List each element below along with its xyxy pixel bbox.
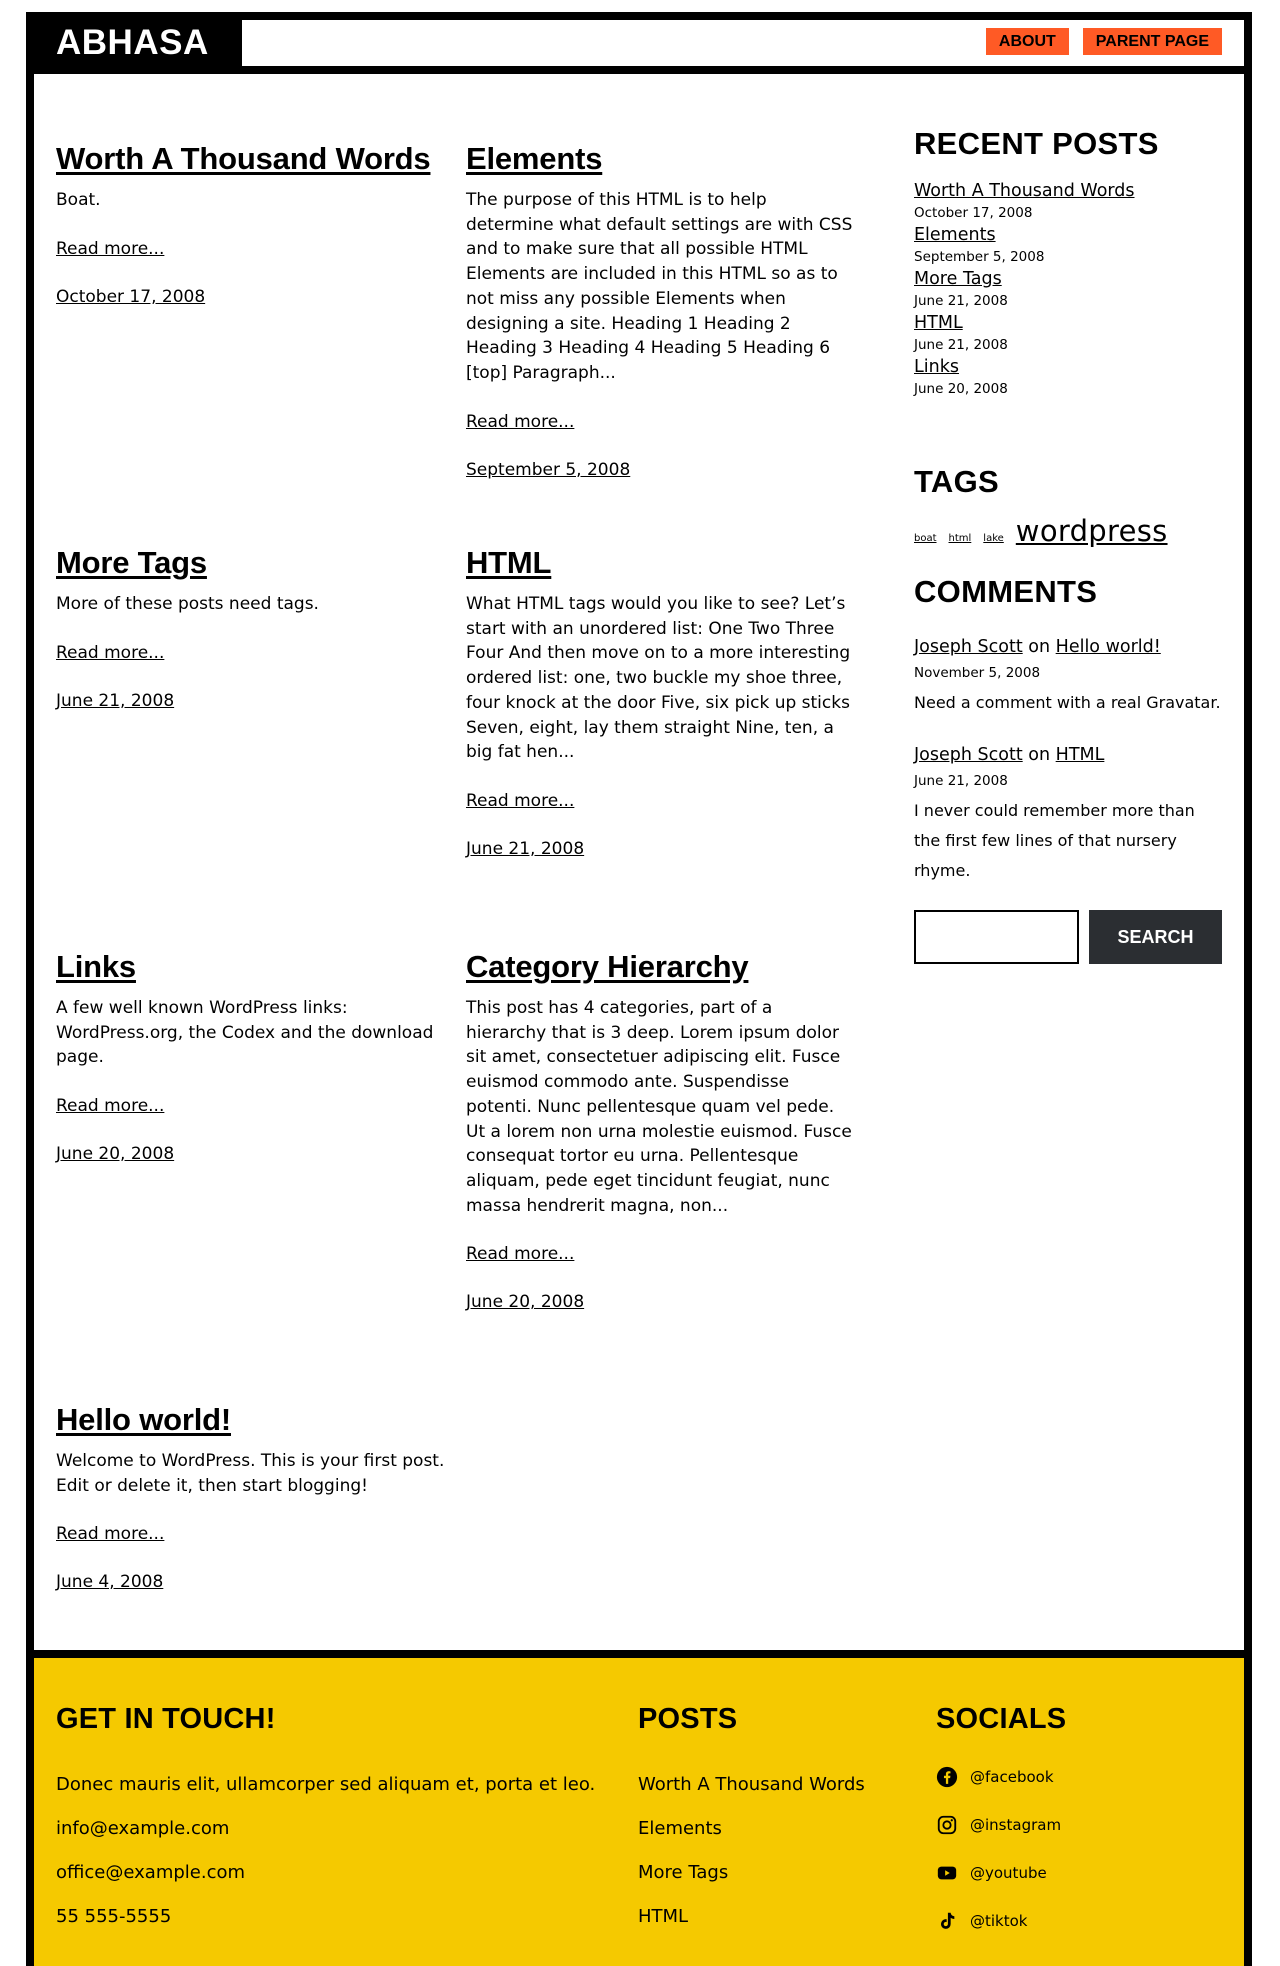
post-excerpt: This post has 4 categories, part of a hierarchy that is 3 deep. Lorem ipsum dolor sit amet, consectetuer adipiscing elit. Fusce euismod commodo ante. Suspendisse potenti. Nunc pellentesque quam vel pede. Ut a lorem non urna molestie euismod. Fusce consequat tortor eu urna. Pellentesque aliquam, pede eget tincidunt feugiat, nunc massa hendrerit magna, non... xyxy=(466,998,852,1216)
post-excerpt: Boat. xyxy=(56,190,101,210)
post-title[interactable]: Elements xyxy=(466,141,603,176)
social-label: @youtube xyxy=(970,1864,1047,1882)
post-card xyxy=(56,1401,446,1618)
tag-wordpress[interactable]: wordpress xyxy=(1015,514,1168,548)
comment-on-label: on xyxy=(1028,637,1051,657)
social-label: @instagram xyxy=(970,1816,1062,1834)
footer-post-link[interactable]: More Tags xyxy=(638,1862,729,1883)
tags-title: TAGS xyxy=(914,464,1000,499)
post-card xyxy=(56,140,446,333)
list-item xyxy=(914,224,1224,269)
post-excerpt: What HTML tags would you like to see? Let’s start with an unordered list: One Two Three Four And then move on to a more interesting ordered list: one, two buckle my shoe three, four knock at the door Five, six pick up sticks Seven, eight, lay them straight Nine, ten, a big fat hen... xyxy=(466,594,851,763)
comment-author[interactable]: Joseph Scott xyxy=(914,745,1023,765)
recent-post-date: June 21, 2008 xyxy=(914,337,1008,353)
page-frame xyxy=(26,12,1252,1966)
youtube-icon xyxy=(936,1862,958,1884)
socials-title: SOCIALS xyxy=(936,1703,1067,1735)
comment-post-link[interactable]: Hello world! xyxy=(1055,637,1161,657)
search-form xyxy=(914,910,1224,964)
comment-item xyxy=(914,634,1224,718)
post-excerpt: More of these posts need tags. xyxy=(56,594,319,614)
main-nav xyxy=(986,28,1222,55)
comment-text: I never could remember more than the first few lines of that nursery rhyme. xyxy=(914,801,1195,880)
comment-header xyxy=(914,742,1224,768)
comment-date: June 21, 2008 xyxy=(914,773,1008,789)
read-more-link[interactable]: Read more... xyxy=(56,1524,165,1545)
recent-posts-title: RECENT POSTS xyxy=(914,126,1159,161)
social-instagram[interactable] xyxy=(936,1814,1061,1836)
recent-post-link[interactable]: HTML xyxy=(914,313,963,333)
contact-phone[interactable]: 55 555-5555 xyxy=(56,1906,172,1927)
social-label: @facebook xyxy=(970,1768,1054,1786)
post-date[interactable]: June 21, 2008 xyxy=(56,690,175,711)
post-title[interactable]: HTML xyxy=(466,545,552,580)
post-excerpt: A few well known WordPress links: WordPress.org, the Codex and the download page. xyxy=(56,998,434,1068)
list-item xyxy=(914,268,1224,313)
tag-cloud xyxy=(914,514,1224,548)
post-date[interactable]: June 4, 2008 xyxy=(56,1572,164,1593)
post-card xyxy=(466,948,856,1338)
post-date[interactable]: June 20, 2008 xyxy=(56,1144,175,1165)
read-more-link[interactable]: Read more... xyxy=(466,411,575,432)
recent-post-link[interactable]: More Tags xyxy=(914,269,1002,289)
comment-item xyxy=(914,742,1224,886)
comment-header xyxy=(914,634,1224,660)
recent-post-link[interactable]: Worth A Thousand Words xyxy=(914,181,1135,201)
list-item xyxy=(914,180,1224,225)
tag-lake[interactable]: lake xyxy=(983,533,1004,544)
comment-text: Need a comment with a real Gravatar. xyxy=(914,693,1221,712)
post-card xyxy=(466,544,856,885)
comment-date: November 5, 2008 xyxy=(914,665,1041,681)
post-card xyxy=(466,140,856,506)
read-more-link[interactable]: Read more... xyxy=(56,238,165,259)
comment-author[interactable]: Joseph Scott xyxy=(914,637,1023,657)
footer-post-link[interactable]: Worth A Thousand Words xyxy=(638,1774,865,1795)
instagram-icon xyxy=(936,1814,958,1836)
recent-post-date: June 21, 2008 xyxy=(914,293,1008,309)
tag-html[interactable]: html xyxy=(948,533,972,544)
search-button[interactable]: SEARCH xyxy=(1089,910,1222,964)
read-more-link[interactable]: Read more... xyxy=(56,642,165,663)
recent-post-date: September 5, 2008 xyxy=(914,249,1045,265)
footer-post-link[interactable]: Elements xyxy=(638,1818,722,1839)
contact-email[interactable]: info@example.com xyxy=(56,1818,230,1839)
post-card xyxy=(56,948,446,1190)
footer-posts-title: POSTS xyxy=(638,1703,738,1735)
post-excerpt: Welcome to WordPress. This is your first post. Edit or delete it, then start blogging! xyxy=(56,1451,445,1496)
contact-title: GET IN TOUCH! xyxy=(56,1703,276,1735)
contact-email[interactable]: office@example.com xyxy=(56,1862,246,1883)
recent-post-link[interactable]: Elements xyxy=(914,225,996,245)
read-more-link[interactable]: Read more... xyxy=(466,1244,575,1265)
post-date[interactable]: September 5, 2008 xyxy=(466,459,631,480)
social-youtube[interactable] xyxy=(936,1862,1047,1884)
recent-posts-list xyxy=(914,180,1224,401)
post-title[interactable]: Worth A Thousand Words xyxy=(56,141,431,176)
site-header xyxy=(34,20,1244,74)
sidebar xyxy=(914,82,1224,964)
recent-post-link[interactable]: Links xyxy=(914,357,959,377)
nav-parent-page[interactable]: PARENT PAGE xyxy=(1083,28,1222,55)
list-item xyxy=(914,312,1224,357)
recent-post-date: October 17, 2008 xyxy=(914,205,1033,221)
comment-on-label: on xyxy=(1028,745,1051,765)
post-date[interactable]: June 21, 2008 xyxy=(466,838,585,859)
nav-about[interactable]: ABOUT xyxy=(986,28,1069,55)
social-facebook[interactable] xyxy=(936,1766,1054,1788)
post-title[interactable]: More Tags xyxy=(56,545,207,580)
site-title[interactable]: ABHASA xyxy=(34,20,242,66)
list-item xyxy=(914,356,1224,401)
post-date[interactable]: June 20, 2008 xyxy=(466,1292,585,1313)
site-footer xyxy=(34,1650,1244,1966)
facebook-icon xyxy=(936,1766,958,1788)
post-title[interactable]: Links xyxy=(56,949,136,984)
search-input[interactable] xyxy=(914,910,1079,964)
read-more-link[interactable]: Read more... xyxy=(56,1096,165,1117)
read-more-link[interactable]: Read more... xyxy=(466,790,575,811)
main-content xyxy=(34,82,1244,1666)
comment-post-link[interactable]: HTML xyxy=(1055,745,1105,765)
comments-title: COMMENTS xyxy=(914,574,1098,609)
tag-boat[interactable]: boat xyxy=(914,533,937,544)
post-title[interactable]: Hello world! xyxy=(56,1402,231,1437)
footer-post-link[interactable]: HTML xyxy=(638,1906,689,1927)
social-tiktok[interactable] xyxy=(936,1910,1027,1932)
post-title[interactable]: Category Hierarchy xyxy=(466,949,749,984)
post-date[interactable]: October 17, 2008 xyxy=(56,286,206,307)
contact-text: Donec mauris elit, ullamcorper sed aliquam et, porta et leo. xyxy=(56,1774,596,1795)
post-excerpt: The purpose of this HTML is to help determine what default settings are with CSS and to make sure that all possible HTML Elements are included in this HTML so as to not miss any possible Elements when designing a site. Heading 1 Heading 2 Heading 3 Heading 4 Heading 5 Heading 6 [top] Paragraph... xyxy=(466,190,853,383)
post-card xyxy=(56,544,446,737)
social-label: @tiktok xyxy=(970,1912,1028,1930)
recent-post-date: June 20, 2008 xyxy=(914,381,1008,397)
tiktok-icon xyxy=(936,1910,958,1932)
